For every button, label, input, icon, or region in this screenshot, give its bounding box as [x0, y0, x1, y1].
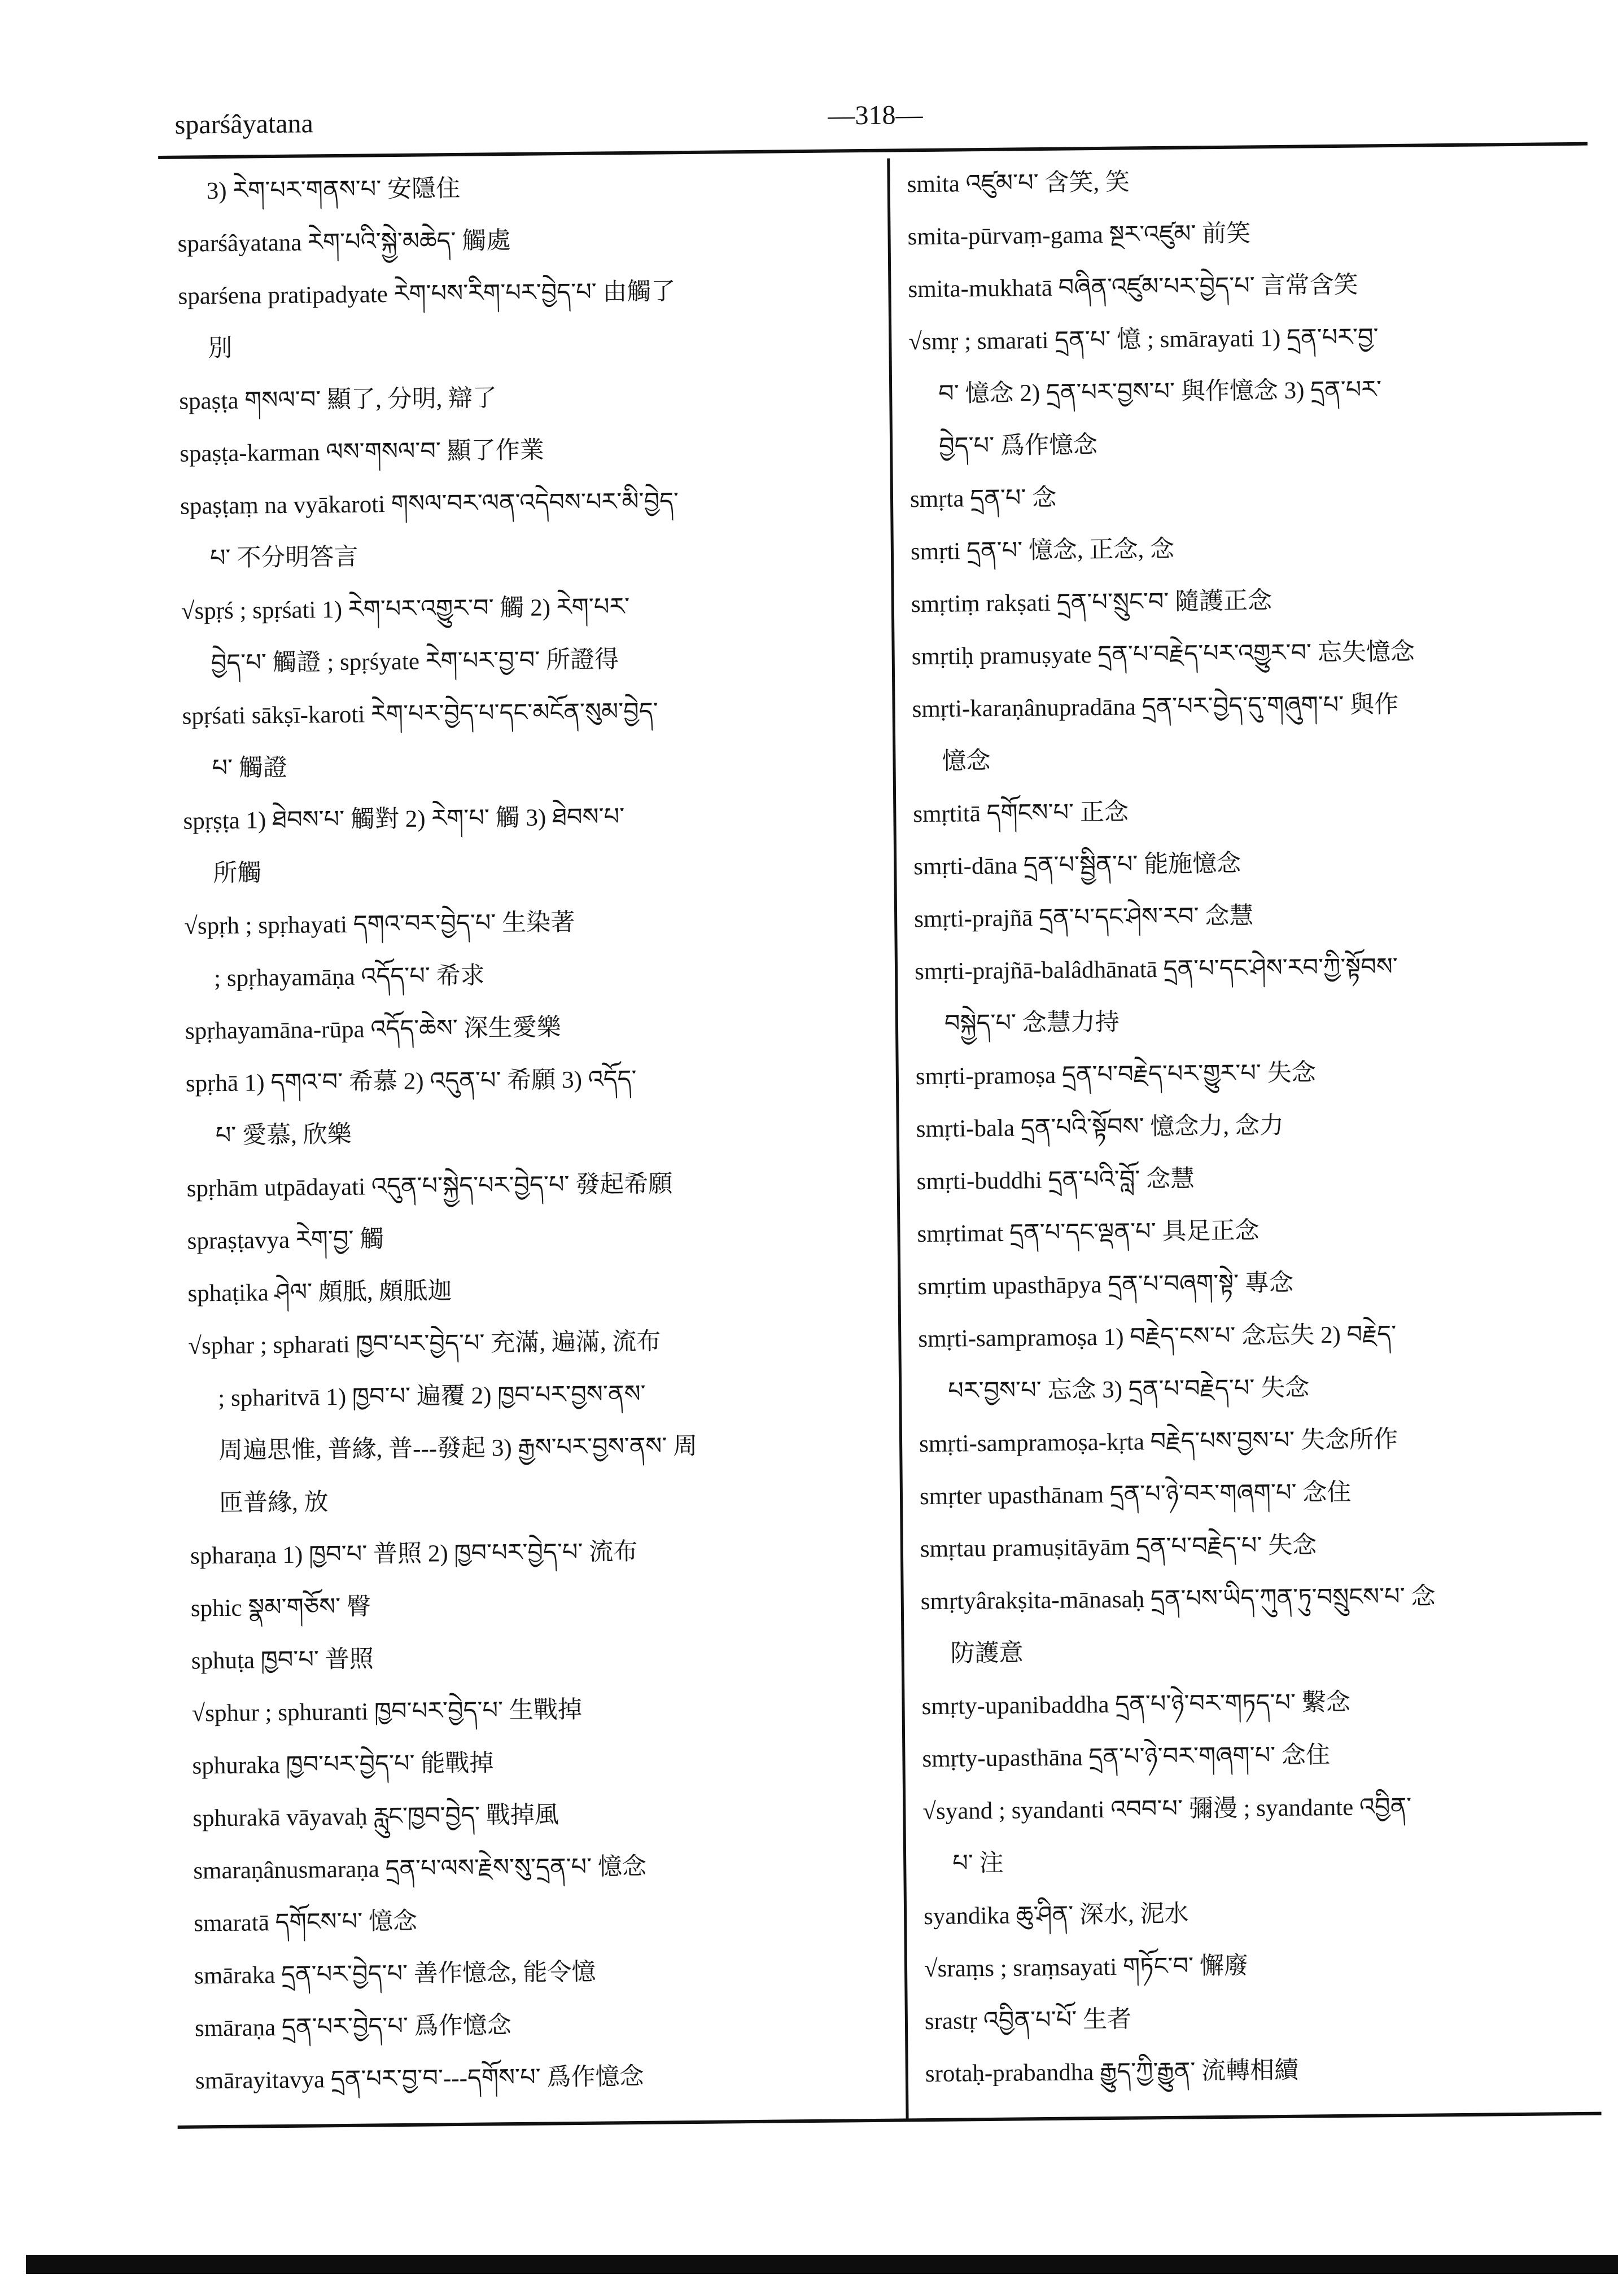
entry-line: བསྐྱེད་པ་ 念慧力持 — [944, 1009, 1120, 1037]
entry-line: smāraka དྲན་པར་བྱེད་པ་ 善作憶念, 能令憶 — [194, 1958, 596, 1990]
entry-line: 3) རེག་པར་གནས་པ་ 安隱住 — [206, 175, 461, 205]
entry-line: spṛhā 1) དགའ་བ་ 希慕 2) འདུན་པ་ 希願 3) འདོད་ — [185, 1066, 637, 1097]
entry-line: smṛtiṃ rakṣati དྲན་པ་སྲུང་བ་ 隨護正念 — [911, 588, 1272, 618]
entry-line: smṛti-buddhi དྲན་པའི་བློ་ 念慧 — [916, 1165, 1195, 1195]
entry-line: smṛti-prajñā དྲན་པ་དང་ཤེས་རབ་ 念慧 — [913, 902, 1254, 933]
entry-line: srotaḥ-prabandha རྒྱུད་ཀྱི་རྒྱུན་ 流轉相續 — [925, 2057, 1299, 2088]
entry-line: པར་བྱས་པ་ 忘念 3) དྲན་པ་བརྗེད་པ་ 失念 — [947, 1374, 1310, 1405]
entry-line: sparśena pratipadyate རེག་པས་རིག་པར་བྱེད་པ་ 由觸了 — [178, 278, 676, 310]
entry-line: sphuraka ཁྱབ་པར་བྱེད་པ་ 能戰掉 — [192, 1750, 494, 1780]
entry-line: √spṛh ; spṛhayati དགའ་བར་བྱེད་པ་ 生染著 — [184, 909, 575, 940]
entry-line: smṛti-bala དྲན་པའི་སྟོབས་ 憶念力, 念力 — [916, 1112, 1284, 1143]
entry-line: 別 — [208, 335, 233, 362]
entry-line: spaṣṭaṃ na vyākaroti གསལ་བར་ལན་འདེབས་པར་མི་བྱེད་ — [180, 488, 679, 520]
entry-line: sphic སྣམ་གཅོས་ 臀 — [190, 1593, 371, 1622]
entry-line: བ་ 憶念 2) དྲན་པར་བྱས་པ་ 與作憶念 3) དྲན་པར་ — [938, 376, 1382, 408]
page-number: —318— — [828, 99, 923, 131]
entry-line: spharaṇa 1) ཁྱབ་པ་ 普照 2) ཁྱབ་པར་བྱེད་པ་ 流布 — [190, 1538, 638, 1570]
entry-line: smṛtiḥ pramuṣyate དྲན་པ་བརྗེད་པར་འགྱུར་བ་ 忘失憶念 — [911, 638, 1415, 671]
entry-line: smṛter upasthānam དྲན་པ་ཉེ་བར་གཞག་པ་ 念住 — [919, 1479, 1352, 1510]
entry-line: 匝普緣, 放 — [218, 1489, 329, 1517]
entry-line: smṛty-upanibaddha དྲན་པ་ཉེ་བར་གཏད་པ་ 繫念 — [921, 1689, 1351, 1720]
entry-line: བྱེད་པ་ 觸證 ; spṛśyate རེག་པར་བྱ་བ་ 所證得 — [211, 646, 619, 677]
entry-line: བྱེད་པ་ 爲作憶念 — [938, 432, 1098, 460]
entry-line: spaṣṭa གསལ་བ་ 顯了, 分明, 辯了 — [179, 385, 497, 415]
entry-line: √sphar ; spharati ཁྱབ་པར་བྱེད་པ་ 充滿, 遍滿, 流布 — [188, 1328, 661, 1360]
entry-line: smṛty-upasthāna དྲན་པ་ཉེ་བར་གཞག་པ་ 念住 — [922, 1742, 1331, 1773]
scan-edge-bar — [26, 2255, 1618, 2274]
entry-line: spṛhayamāna-rūpa འདོད་ཆེས་ 深生愛樂 — [185, 1014, 561, 1045]
entry-line: smita-mukhatā བཞིན་འཛུམ་པར་བྱེད་པ་ 言常含笑 — [908, 271, 1358, 303]
entry-line: པ་ 不分明答言 — [209, 544, 358, 572]
entry-line: sphuṭa ཁྱབ་པ་ 普照 — [191, 1646, 374, 1675]
entry-line: smaratā དགོངས་པ་ 憶念 — [193, 1908, 418, 1937]
running-head: sparśâyatana — [174, 108, 314, 140]
footer-rule — [178, 2112, 1602, 2129]
entry-line: 防護意 — [950, 1640, 1024, 1667]
entry-line: smṛtimat དྲན་པ་དང་ལྡན་པ་ 具足正念 — [917, 1217, 1260, 1248]
right-column — [907, 152, 1608, 2100]
entry-line: smṛti དྲན་པ་ 憶念, 正念, 念 — [910, 536, 1175, 566]
entry-line: srastṛ འབྱིན་པ་པོ་ 生者 — [924, 2006, 1132, 2035]
entry-line: sphurakā vāyavaḥ རླུང་ཁྱབ་བྱེད་ 戰掉風 — [193, 1802, 559, 1832]
entry-line: smārayitavya དྲན་པར་བྱ་བ་---དགོས་པ་ 爲作憶念 — [195, 2063, 644, 2095]
entry-line: spṛhām utpādayati འདུན་པ་སྐྱེད་པར་བྱེད་པ་ 發起希願 — [186, 1171, 673, 1202]
entry-line: √sphur ; sphuranti ཁྱབ་པར་བྱེད་པ་ 生戰掉 — [191, 1696, 583, 1727]
entry-line: 憶念 — [942, 747, 991, 775]
entry-line: smṛtyârakṣita-mānasaḥ དྲན་པས་ཡིད་ཀུན་ཏུ་བསྲུངས་པ་ 念 — [920, 1583, 1436, 1615]
entry-line: smāraṇa དྲན་པར་བྱེད་པ་ 爲作憶念 — [194, 2012, 512, 2042]
entry-line: √smṛ ; smarati དྲན་པ་ 憶 ; smārayati 1) དྲན་པར་བྱ་ — [908, 324, 1379, 356]
entry-line: smita-pūrvaṃ-gama སྔར་འཛུམ་ 前笑 — [907, 220, 1251, 251]
entry-line: √spṛś ; spṛśati 1) རེག་པར་འགྱུར་བ་ 觸 2) རེག་པར་ — [181, 594, 630, 625]
entry-line: smṛti-prajñā-balâdhānatā དྲན་པ་དང་ཤེས་རབ་ཀྱི་སྟོབས་ — [914, 953, 1398, 985]
entry-line: smṛtau pramuṣitāyām དྲན་པ་བརྗེད་པ་ 失念 — [920, 1532, 1317, 1563]
entry-line: syandika ཆུ་ཤིན་ 深水, 泥水 — [923, 1900, 1189, 1930]
entry-line: smaraṇânusmaraṇa དྲན་པ་ལས་རྗེས་སུ་དྲན་པ་ 憶念 — [193, 1853, 647, 1885]
entry-line: spṛśati sākṣī-karoti རེག་པར་བྱེད་པ་དང་མངོན་སུམ་བྱེད་ — [182, 698, 658, 730]
entry-line: 所觸 — [213, 860, 262, 887]
entry-line: spṛṣṭa 1) ཐེབས་པ་ 觸對 2) རེག་པ་ 觸 3) ཐེབས་པ་ — [183, 804, 625, 835]
entry-line: 周遍思惟, 普緣, 普---發起 3) རྒྱས་པར་བྱས་ནས་ 周 — [218, 1432, 698, 1465]
entry-line: smṛti-sampramoṣa 1) བརྗེད་ངས་པ་ 念忘失 2) བརྗེད་ — [918, 1321, 1397, 1353]
entry-line: √syand ; syandanti འབབ་པ་ 彌漫 ; syandante འབྱིན་ — [922, 1793, 1412, 1825]
entry-line: √sraṃs ; sraṃsayati གཏོང་བ་ 懈廢 — [924, 1952, 1249, 1983]
entry-line: smita འཛུམ་པ་ 含笑, 笑 — [907, 169, 1130, 198]
entry-line: ; spharitvā 1) ཁྱབ་པ་ 遍覆 2) ཁྱབ་པར་བྱས་ནས་ — [218, 1381, 646, 1412]
entry-line: ; spṛhayamāṇa འདོད་པ་ 希求 — [213, 962, 485, 992]
left-column — [177, 159, 901, 2107]
entry-line: smṛta དྲན་པ་ 念 — [909, 484, 1057, 513]
entry-line: smṛti-sampramoṣa-kṛta བརྗེད་པས་བྱས་པ་ 失念所作 — [919, 1426, 1398, 1458]
entry-line: sparśâyatana རེག་པའི་སྐྱེ་མཆེད་ 觸處 — [177, 227, 511, 257]
entry-line: spraṣṭavya རེག་བྱ་ 觸 — [187, 1226, 384, 1255]
entry-line: smṛti-karaṇânupradāna དྲན་པར་བྱེད་དུ་གཞུག་པ་ 與作 — [912, 691, 1399, 723]
entry-line: smṛtitā དགོངས་པ་ 正念 — [913, 799, 1129, 828]
entry-line: smṛti-pramoṣa དྲན་པ་བརྗེད་པར་གྱུར་པ་ 失念 — [915, 1059, 1316, 1090]
entry-line: spaṣṭa-karman ལས་གསལ་བ་ 顯了作業 — [179, 437, 544, 467]
entry-line: sphaṭika ཤེལ་ 頗胝, 頗胝迦 — [187, 1278, 452, 1307]
entry-line: smṛti-dāna དྲན་པ་སྦྱིན་པ་ 能施憶念 — [913, 850, 1241, 880]
entry-line: པ་ 注 — [952, 1850, 1004, 1877]
entry-line: པ་ 愛慕, 欣樂 — [215, 1121, 352, 1150]
entry-line: པ་ 觸證 — [212, 754, 288, 782]
entry-line: smṛtim upasthāpya དྲན་པ་བཞག་སྟེ་ 專念 — [917, 1269, 1294, 1300]
